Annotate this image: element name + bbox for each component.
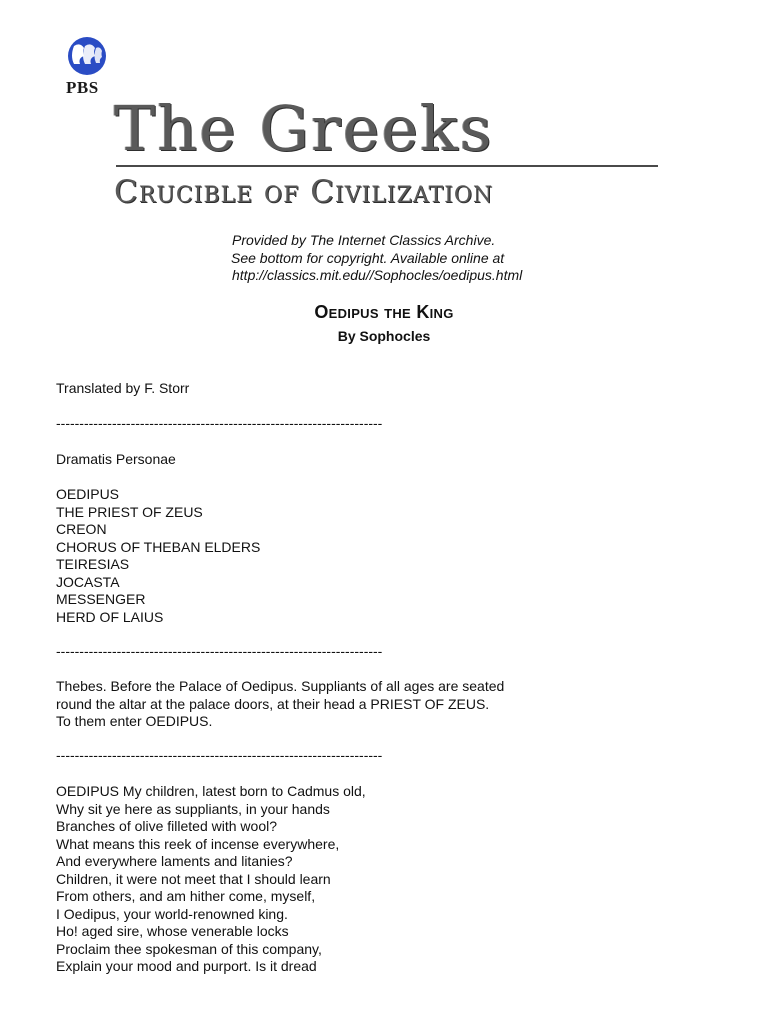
separator: ---------------------------------------------------------------------- <box>56 415 383 431</box>
character-item: JOCASTA <box>56 573 120 590</box>
work-title: Oedipus the King <box>314 302 454 322</box>
character-item: THE PRIEST OF ZEUS <box>56 503 203 520</box>
character-item: OEDIPUS <box>56 486 120 502</box>
dialogue-line: Why sit ye here as suppliants, in your hands <box>56 800 330 817</box>
separator: ---------------------------------------------------------------------- <box>56 747 383 763</box>
dialogue-line: Children, it were not meet that I should learn <box>56 870 331 887</box>
source-note-line: See bottom for copyright. Available online at <box>231 249 505 266</box>
source-note <box>232 232 522 285</box>
translator-credit: Translated by F. Storr <box>56 380 190 396</box>
dialogue-line: Explain your mood and purport. Is it dread <box>56 958 317 974</box>
pbs-logo-text: PBS <box>66 78 99 97</box>
character-item: HERD OF LAIUS <box>56 608 164 625</box>
dialogue-line: OEDIPUS My children, latest born to Cadmus old, <box>56 783 366 799</box>
character-item: CREON <box>56 521 107 537</box>
dialogue-line: Branches of olive filleted with wool? <box>56 818 278 834</box>
stage-direction-line: To them enter OEDIPUS. <box>56 713 213 729</box>
banner-subtitle: Crucible of Civilization <box>114 174 494 210</box>
source-note-line: Provided by The Internet Classics Archive. <box>232 232 496 248</box>
source-url: http://classics.mit.edu//Sophocles/oedipus.html <box>232 267 523 283</box>
dialogue-line: What means this reek of incense everywhere, <box>56 835 340 852</box>
banner-title: The Greeks <box>114 92 494 165</box>
character-item: CHORUS OF THEBAN ELDERS <box>56 538 261 555</box>
dramatis-heading: Dramatis Personae <box>56 451 176 467</box>
work-author: By Sophocles <box>337 328 431 344</box>
stage-direction-line: Thebes. Before the Palace of Oedipus. Suppliants of all ages are seated <box>56 678 505 694</box>
dialogue-line: I Oedipus, your world-renowned king. <box>56 905 288 922</box>
banner-divider <box>116 165 658 167</box>
stage-direction <box>56 678 504 731</box>
dialogue-block <box>56 783 366 976</box>
dialogue-line: And everywhere laments and litanies? <box>56 853 293 869</box>
dialogue-line: From others, and am hither come, myself, <box>56 888 316 904</box>
stage-direction-line: round the altar at the palace doors, at their head a PRIEST OF ZEUS. <box>56 695 490 712</box>
separator: ---------------------------------------------------------------------- <box>56 643 383 659</box>
character-item: MESSENGER <box>56 591 146 607</box>
dialogue-line: Proclaim thee spokesman of this company, <box>56 940 322 957</box>
dialogue-line: Ho! aged sire, whose venerable locks <box>56 923 289 939</box>
character-item: TEIRESIAS <box>56 556 130 572</box>
character-list <box>56 486 260 626</box>
